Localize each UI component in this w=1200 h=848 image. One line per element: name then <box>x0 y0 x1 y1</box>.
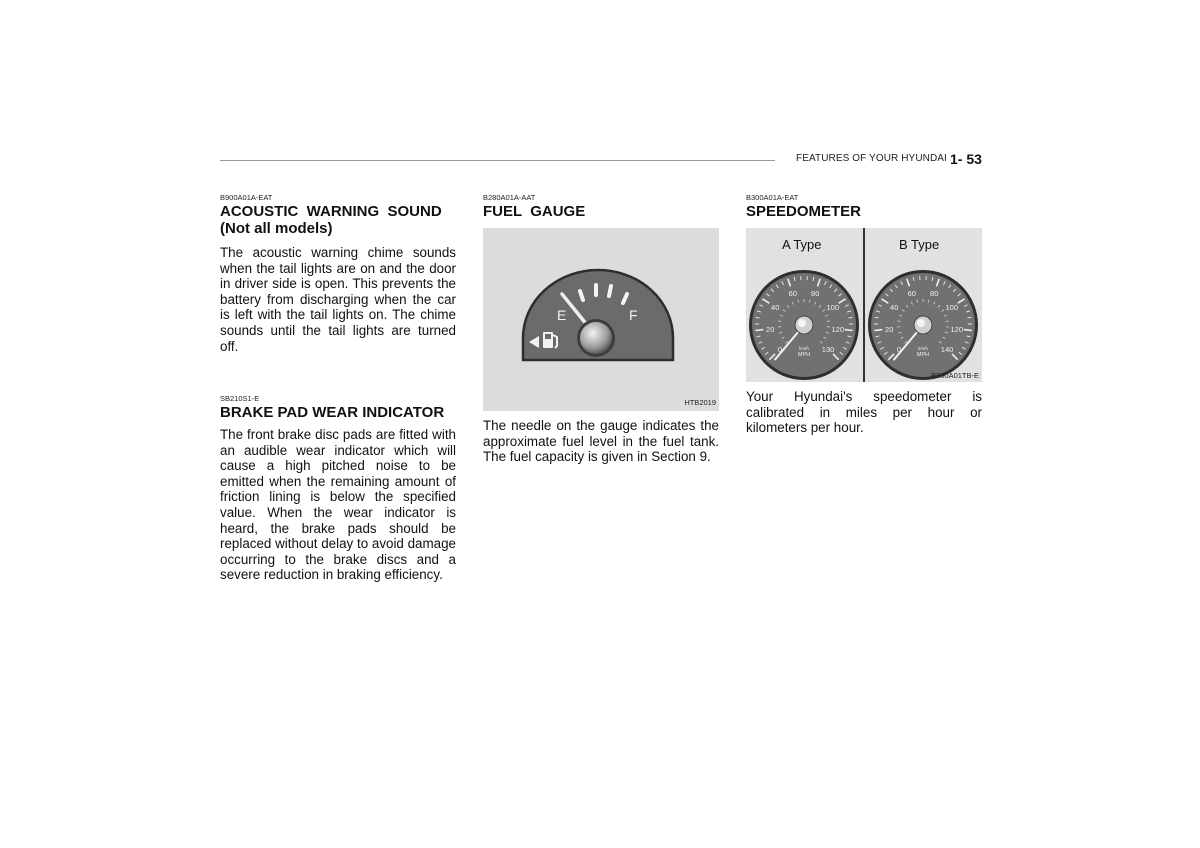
gauge-number: 120 <box>831 324 845 334</box>
section-title <box>220 203 456 237</box>
section-code: SB210S1-E <box>220 394 260 403</box>
gauge-empty-label: E <box>557 307 567 323</box>
speedometer-a <box>746 228 863 382</box>
gauge-number: 120 <box>950 324 964 334</box>
gauge-unit-mph: MPH <box>797 352 811 358</box>
title-line-1: ACOUSTIC WARNING SOUND <box>220 203 442 220</box>
speedometer-figure <box>746 228 982 382</box>
gauge-number: 60 <box>907 288 916 298</box>
gauge-tick <box>845 330 853 331</box>
page-number: 1- 53 <box>950 151 982 167</box>
acoustic-section <box>220 193 456 354</box>
gauge-number: 100 <box>945 302 959 312</box>
header-rule <box>220 160 775 161</box>
title-line-2: (Not all models) <box>220 220 333 237</box>
fuel-section <box>483 193 719 465</box>
gauge-unit-mph: MPH <box>916 352 930 358</box>
section-title: SPEEDOMETER <box>746 203 862 220</box>
gauge-tick <box>875 317 879 318</box>
figure-code: HTB2019 <box>684 398 716 407</box>
gauge-tick <box>756 317 760 318</box>
fuel-gauge-illustration <box>483 228 719 411</box>
section-code: B900A01A-EAT <box>220 193 273 202</box>
section-code: B280A01A-AAT <box>483 193 536 202</box>
gauge-number: 40 <box>771 302 780 312</box>
section-code: B300A01A-EAT <box>746 193 799 202</box>
gauge-number: 80 <box>811 288 820 298</box>
gauge-hub-highlight <box>798 319 806 327</box>
type-b-label: B Type <box>899 237 940 252</box>
gauge-tick <box>874 330 882 331</box>
gauge-number: 80 <box>930 288 939 298</box>
figure-code: B300A01TB-E <box>931 371 979 380</box>
section-title: FUEL GAUGE <box>483 203 586 220</box>
gauge-tick <box>755 330 763 331</box>
fuel-gauge-figure <box>483 228 719 411</box>
gauge-full-label: F <box>629 307 638 323</box>
section-body: The front brake disc pads are fitted with an audible wear indicator which will cause a high pitched noise to be emitted when the remaining amount of friction lining is below the specified value. When the wear indicator is heard, the brake pads should be replaced without delay to avoid damage occurring to the brake discs and a severe reduction in braking efficiency. <box>220 427 456 583</box>
gauge-unit-kmh: km/h <box>918 346 928 351</box>
gauge-tick <box>964 330 972 331</box>
section-body: The needle on the gauge indicates the approximate fuel level in the fuel tank. The fuel capacity is given in Section 9. <box>483 418 719 465</box>
gauge-number: 140 <box>940 345 954 355</box>
gauge-tick <box>848 317 852 318</box>
section-title: BRAKE PAD WEAR INDICATOR <box>220 404 445 421</box>
gauge-knob <box>580 322 612 354</box>
gauge-hub-highlight <box>917 319 925 327</box>
section-body: The acoustic warning chime sounds when the tail lights are on and the door in driver side is open. This prevents the battery from discharging when the car is left with the tail lights on. The chime sounds until the tail lights are turned off. <box>220 245 456 354</box>
brake-section <box>220 394 456 583</box>
gauge-number: 40 <box>890 302 899 312</box>
section-body: Your Hyundai's speedometer is calibrated in miles per hour or kilometers per hour. <box>746 389 982 436</box>
gauge-number: 0 <box>777 345 783 355</box>
gauge-number: 20 <box>885 324 894 334</box>
gauge-number: 130 <box>821 345 835 355</box>
speedometer-b <box>865 228 982 382</box>
speedometer-section <box>746 193 982 436</box>
gauge-number: 100 <box>826 302 840 312</box>
gauge-unit-kmh: km/h <box>799 346 809 351</box>
gauge-number: 0 <box>896 345 902 355</box>
gauge-number: 20 <box>766 324 775 334</box>
gauge-tick <box>967 317 971 318</box>
running-head: FEATURES OF YOUR HYUNDAI <box>796 153 947 164</box>
gauge-number: 60 <box>788 288 797 298</box>
type-a-label: A Type <box>782 237 822 252</box>
